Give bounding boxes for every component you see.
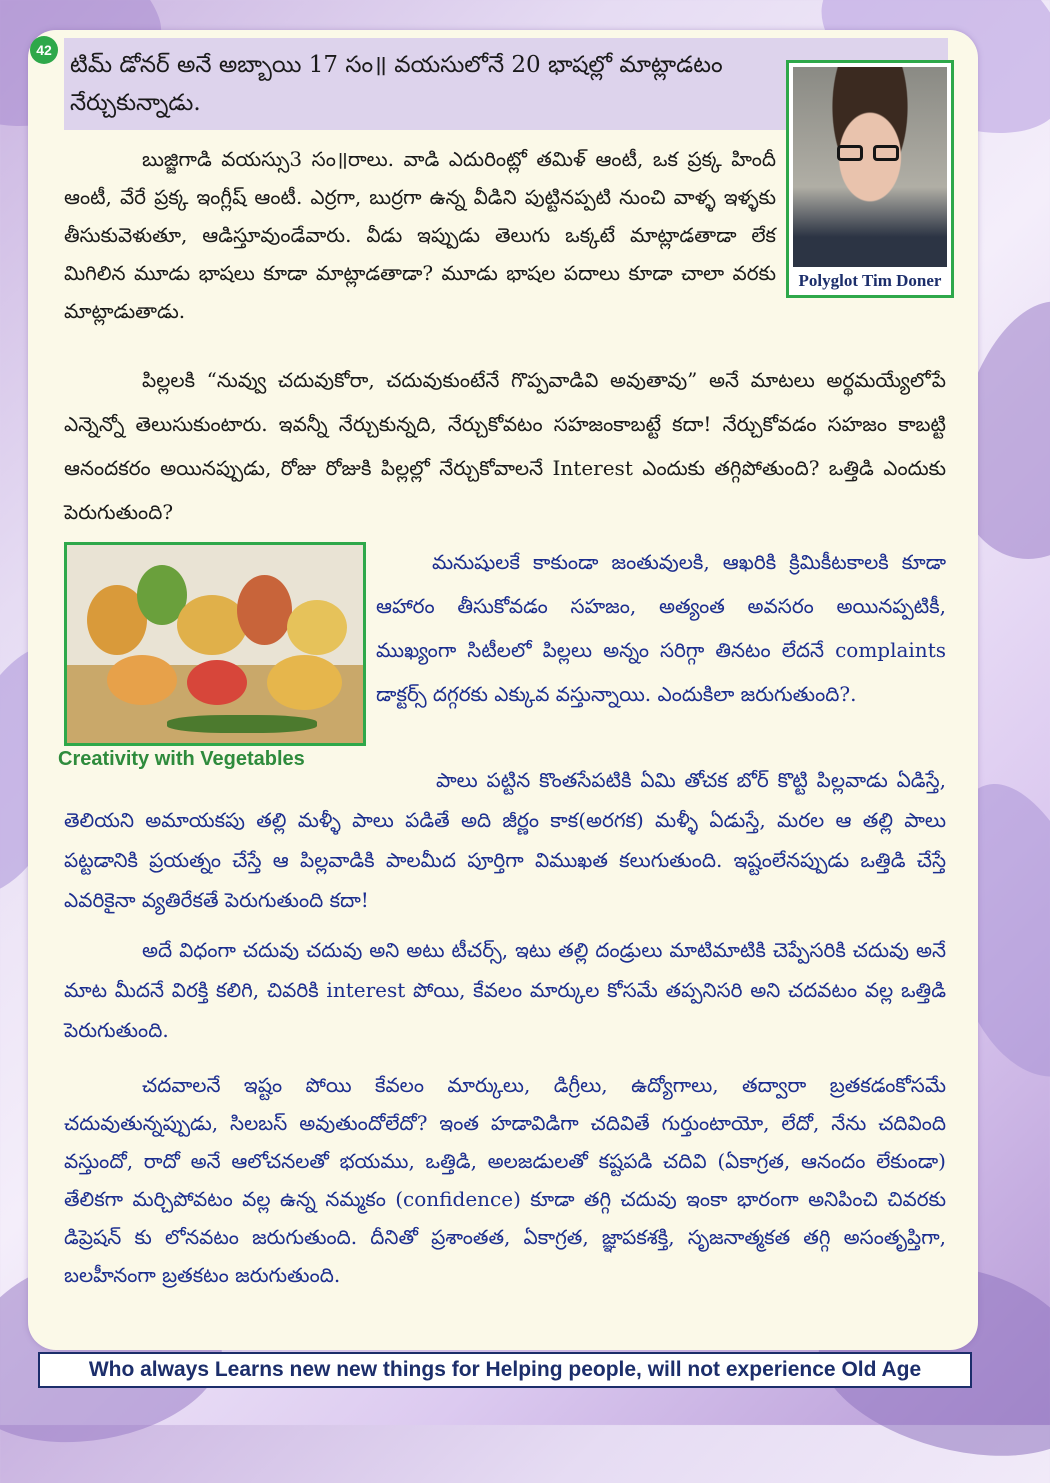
paragraph-3: మనుషులకే కాకుండా జంతువులకి, ఆఖరికి క్రిమికీటకాలకి కూడా ఆహారం తీసుకోవడం సహజం, అత్యంత అవసరం అయినప్పటికీ, ముఖ్యంగా సిటీలలో పిల్లలు అన్నం సరిగ్గా తినటం లేదనే complaints డాక్టర్స్ దగ్గరకు ఎక్కువ వస్తున్నాయి. ఎందుకిలా జరుగుతుంది?. [376,550,946,706]
paragraph-1: బుజ్జిగాడి వయస్సు3 సం॥రాలు. వాడి ఎదురింట్లో తమిళ్ ఆంటీ, ఒక ప్రక్క హిందీ ఆంటీ, వేరే ప్రక్క ఇంగ్లీష్ ఆంటీ. ఎర్రగా, బుర్రగా ఉన్న వీడిని పుట్టినప్పటి నుంచి వాళ్ళ ఇళ్ళకు తీసుకువెళుతూ, ఆడిస్తూవుండేవారు. వీడు ఇప్పుడు తెలుగు ఒక్కటే మాట్లాడతాడా లేక మిగిలిన మూడు భాషలు కూడా మాట్లాడతాడా? మూడు భాషల పదాలు కూడా చాలా వరకు మాట్లాడుతాడు. [64,147,776,323]
tim-doner-photo-frame [786,60,954,298]
footer-quote: Who always Learns new new things for Helping people, will not experience Old Age [88,1358,922,1381]
photo-caption: Polyglot Tim Doner [798,271,942,290]
headline-text: టిమ్ డోనర్ అనే అబ్బాయి 17 సం॥ వయసులోనే 20 భాషల్లో మాట్లాడటం నేర్చుకున్నాడు. [70,52,723,116]
vegetable-carving-image [64,542,366,746]
page-number: 42 [36,42,52,58]
paragraph-2: పిల్లలకి “నువ్వు చదువుకోరా, చదువుకుంటేనే గొప్పవాడివి అవుతావు” అనే మాటలు అర్థమయ్యేలోపే ఎన్నెన్నో తెలుసుకుంటారు. ఇవన్నీ నేర్చుకున్నది, నేర్చుకోవటం సహజంకాబట్టే కదా! నేర్చుకోవడం సహజం కాబట్టి ఆనందకరం అయినప్పుడు, రోజు రోజుకి పిల్లల్లో నేర్చుకోవాలనే Interest ఎందుకు తగ్గిపోతుంది? ఒత్తిడి ఎందుకు పెరుగుతుంది? [64,368,946,524]
page-number-badge [30,36,58,64]
glasses-icon [837,145,903,163]
paragraph-4: పాలు పట్టిన కొంతసేపటికి ఏమి తోచక బోర్ కొట్టి పిల్లవాడు ఏడిస్తే, తెలియని అమాయకపు తల్లి మళ్ళీ పాలు పడితే అది జీర్ణం కాక(అరగక) మళ్ళీ ఏడుస్తే, మరల ఆ తల్లి పాలు పట్టడానికి ప్రయత్నం చేస్తే ఆ పిల్లవాడికి పాలమీద పూర్తిగా విముఖత కలుగుతుంది. ఇష్టంలేనప్పుడు ఒత్తిడి చేస్తే ఎవరికైనా వ్యతిరేకతే పెరుగుతుంది కదా! [64,768,946,912]
tim-doner-photo [793,67,947,267]
vegetable-image-caption: Creativity with Vegetables [58,748,305,770]
paragraph-5: అదే విధంగా చదువు చదువు అని అటు టీచర్స్, ఇటు తల్లి దండ్రులు మాటిమాటికి చెప్పేసరికి చదువు అనే మాట మీదనే విరక్తి కలిగి, చివరికి interest పోయి, కేవలం మార్కుల కోసమే తప్పనిసరి అని చదవటం వల్ల ఒత్తిడి పెరుగుతుంది. [64,938,946,1042]
paragraph-6: చదవాలనే ఇష్టం పోయి కేవలం మార్కులు, డిగ్రీలు, ఉద్యోగాలు, తద్వారా బ్రతకడంకోసమే చదువుతున్నప్పుడు, సిలబస్ అవుతుందోలేదో? ఇంత హడావిడిగా చదివితే గుర్తుంటాయో, లేదో, నేను చదివింది వస్తుందో, రాదో అనే ఆలోచనలతో భయము, ఒత్తిడి, అలజడులతో కష్టపడి చదివి (ఏకాగ్రత, ఆనందం లేకుండా) తేలికగా మర్చిపోవటం వల్ల ఉన్న నమ్మకం (confidence) కూడా తగ్గి చదువు ఇంకా భారంగా అనిపించి చివరకు డిప్రెషన్ కు లోనవటం జరుగుతుంది. దీనితో ప్రశాంతత, ఏకాగ్రత, జ్ఞాపకశక్తి, సృజనాత్మకత తగ్గి అసంతృప్తిగా, బలహీనంగా బ్రతకటం జరుగుతుంది. [64,1073,946,1287]
footer-quote-box [38,1352,972,1388]
